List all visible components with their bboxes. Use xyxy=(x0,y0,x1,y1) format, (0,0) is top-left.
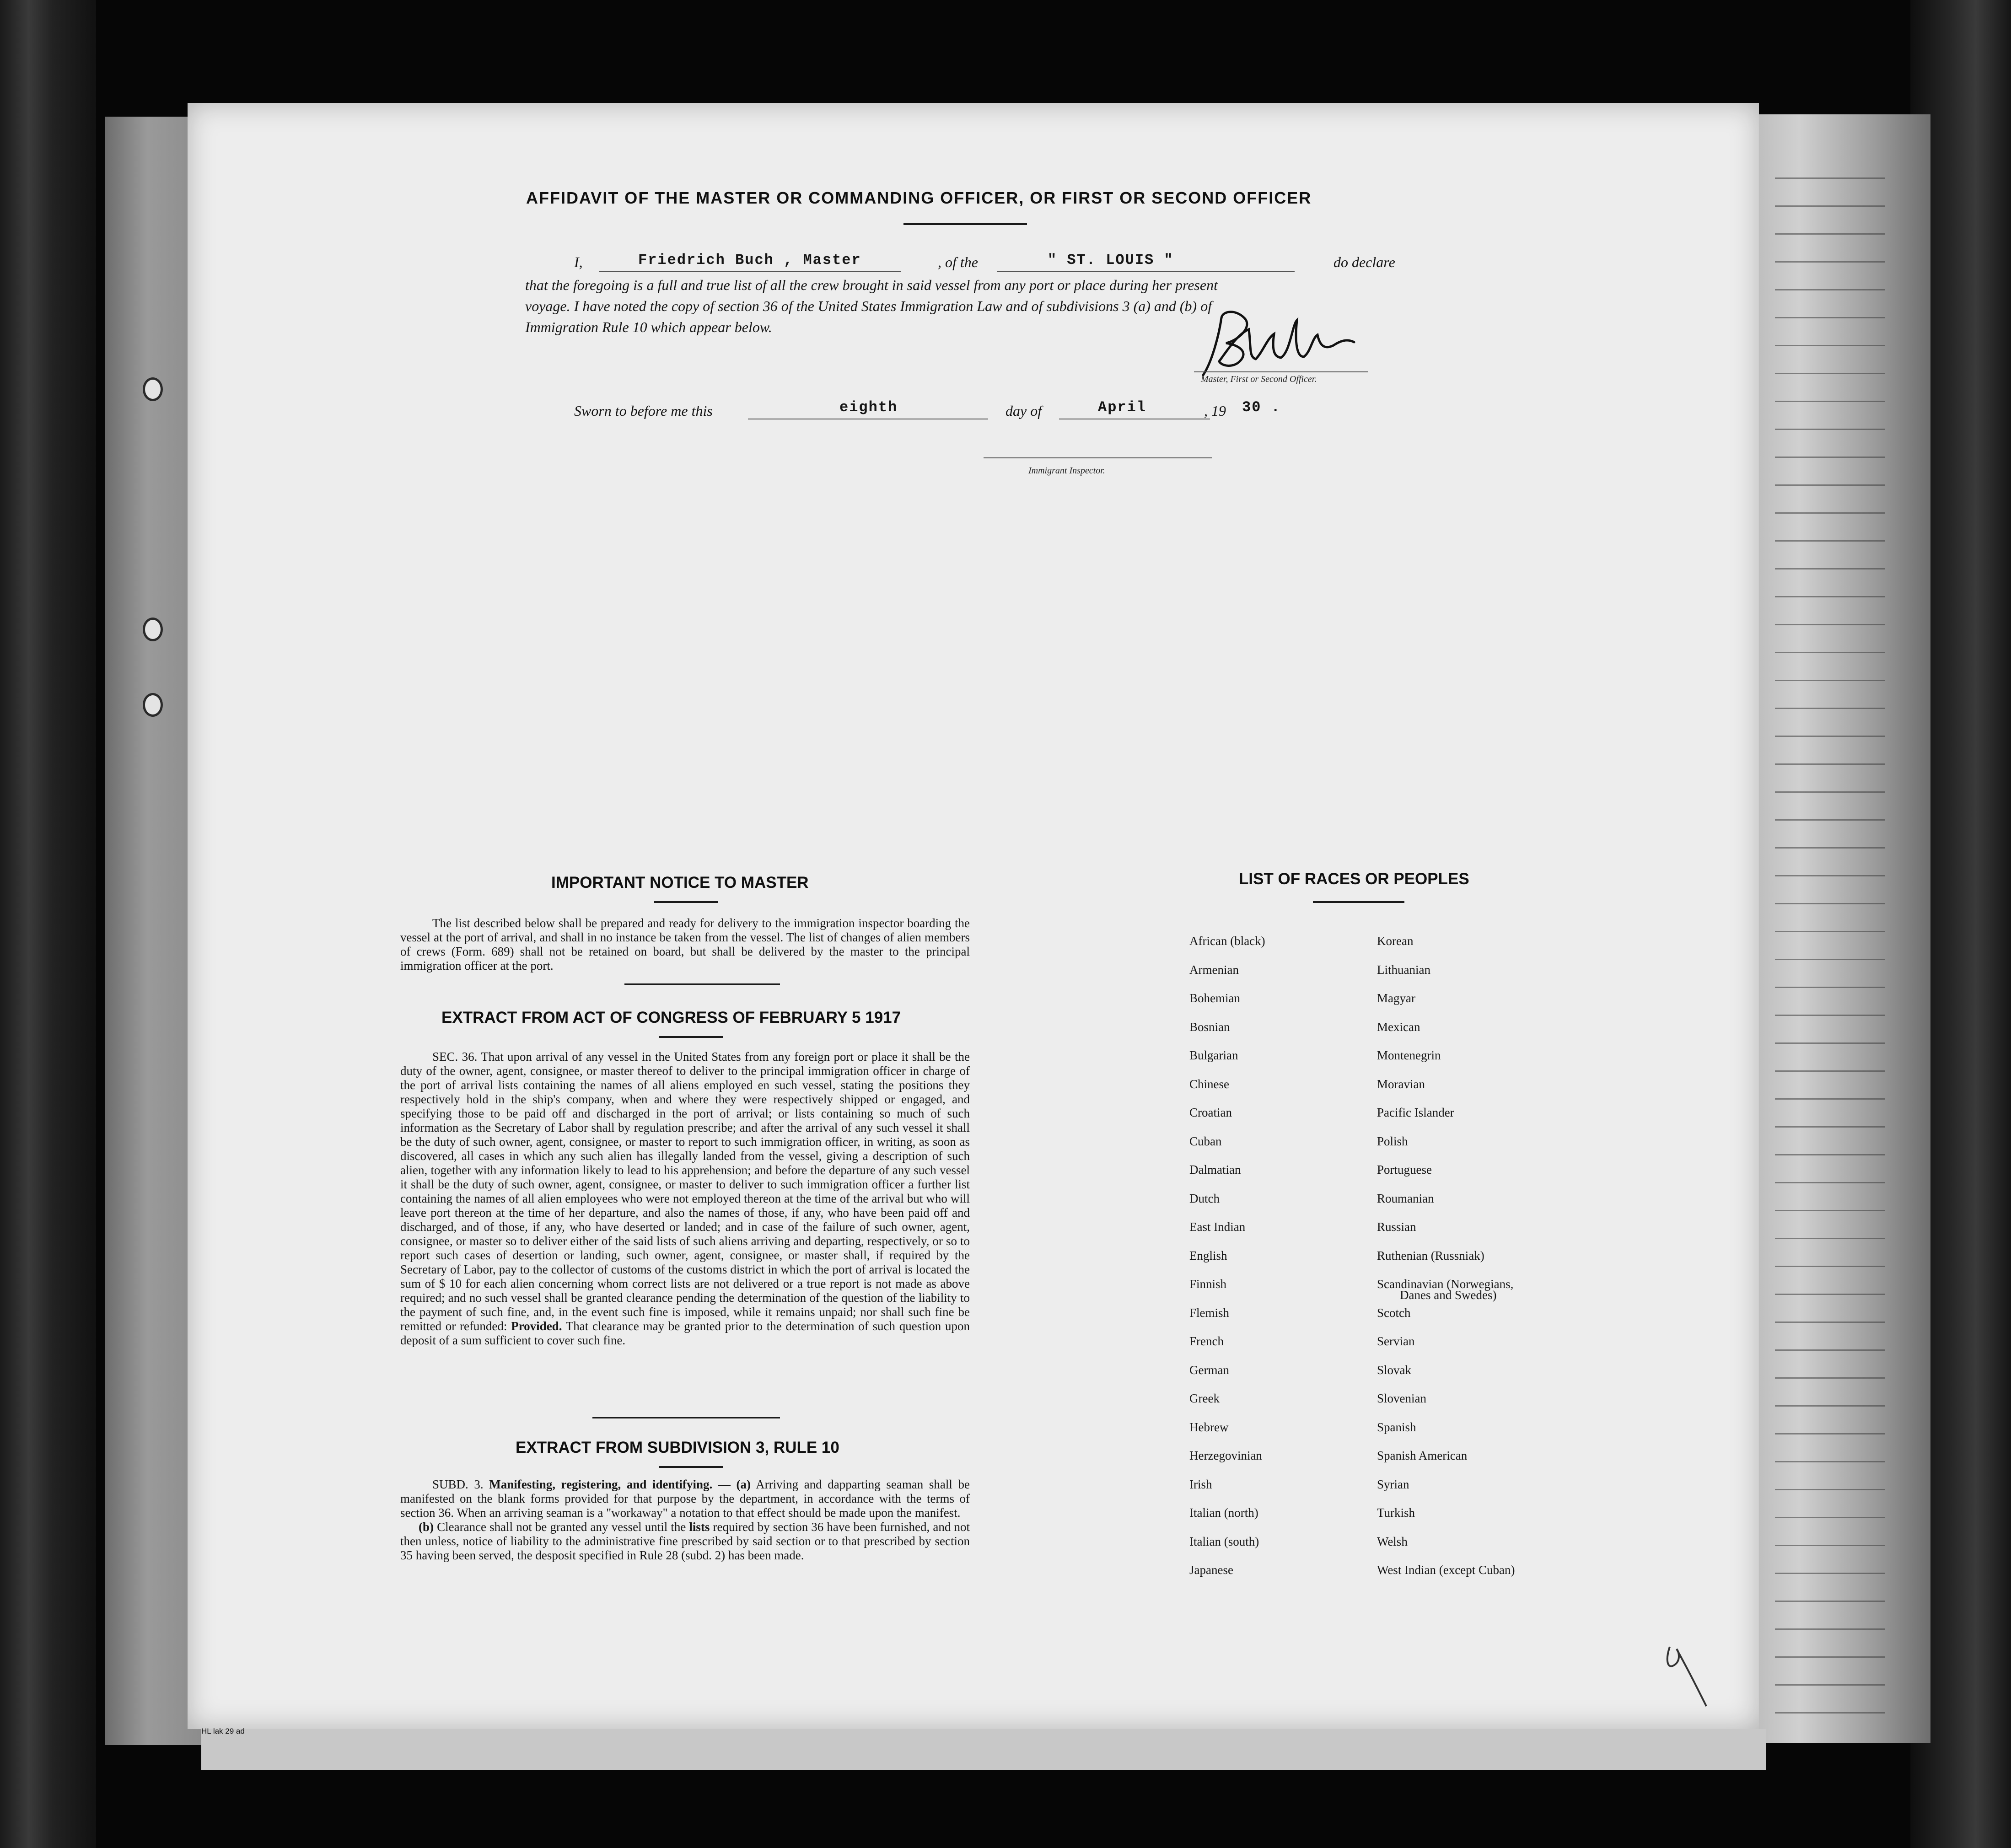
day-of-label: day of xyxy=(1006,403,1042,419)
sworn-month-field: April xyxy=(1098,399,1147,416)
races-divider xyxy=(1313,901,1404,903)
race-item: Korean xyxy=(1377,934,1414,948)
vessel-name-underline xyxy=(997,271,1295,272)
sworn-day-field: eighth xyxy=(839,399,898,416)
affidavit-title: AFFIDAVIT OF THE MASTER OR COMMANDING OFFICER, OR FIRST OR SECOND OFFICER xyxy=(526,188,1312,207)
master-name-field: Friedrich Buch , Master xyxy=(638,252,861,269)
affidavit-line-3: voyage. I have noted the copy of section 36 of the United States Immigration Law and of subdivisions 3 (a) and (b) of xyxy=(525,298,1212,314)
race-item: Finnish xyxy=(1189,1277,1227,1291)
para-b-text: Clearance shall not be granted any vessel until the xyxy=(434,1520,689,1534)
sworn-prefix: Sworn to before me this xyxy=(574,403,713,419)
affidavit-line-4: Immigration Rule 10 which appear below. xyxy=(525,319,772,335)
binder-hole-icon xyxy=(143,693,163,717)
ruled-lines xyxy=(1775,151,1885,1720)
extract-separator xyxy=(592,1417,780,1418)
race-item: Welsh xyxy=(1377,1534,1408,1548)
race-item: English xyxy=(1189,1248,1227,1262)
notice-divider xyxy=(654,901,718,903)
affidavit-prefix: I, xyxy=(574,254,583,270)
race-item: Italian (south) xyxy=(1189,1534,1259,1548)
race-item: East Indian xyxy=(1189,1220,1246,1234)
handwritten-mark xyxy=(1656,1642,1711,1711)
race-item: Dutch xyxy=(1189,1191,1220,1205)
extract-rule-text xyxy=(400,1477,970,1563)
race-item: Italian (north) xyxy=(1189,1506,1258,1520)
race-item: Servian xyxy=(1377,1334,1415,1348)
title-divider xyxy=(903,223,1027,225)
race-item: Russian xyxy=(1377,1220,1416,1234)
film-edge-left xyxy=(0,0,96,1848)
subd-heading: Manifesting, registering, and identifying. xyxy=(489,1477,713,1491)
race-item: Portuguese xyxy=(1377,1163,1432,1176)
form-code: HL lak 29 ad xyxy=(201,1727,245,1735)
race-item: Roumanian xyxy=(1377,1191,1434,1205)
para-b-text-end: required by section 36 have been furnished, and not then unless, notice of liability to the administrative fine prescribed by said section or to that prescribed by section 35 having been served, the desposit specified in Rule 28 (subd. 2) has been made. xyxy=(400,1520,970,1562)
race-item: Flemish xyxy=(1189,1305,1230,1320)
race-item: Herzegovinian xyxy=(1189,1449,1262,1462)
race-item: Scotch xyxy=(1377,1305,1411,1320)
vessel-name-field: " ST. LOUIS " xyxy=(1048,252,1174,269)
extract-act-title: EXTRACT FROM ACT OF CONGRESS OF FEBRUARY 5 1917 xyxy=(441,1009,901,1026)
year-prefix: , 19 xyxy=(1204,403,1226,419)
race-item: Pacific Islander xyxy=(1377,1106,1454,1119)
race-item: Japanese xyxy=(1189,1563,1233,1577)
race-item: Moravian xyxy=(1377,1077,1425,1091)
race-item: Spanish xyxy=(1377,1420,1416,1434)
section-36-text: SEC. 36. That upon arrival of any vessel in the United States from any foreign port or place it shall be the duty of the owner, agent, consignee, or master thereof to deliver to the principal immigration officer in charge of the port of arrival lists containing the names of all aliens employed en such vessel, stating the positions they respectively hold in the ship's company, when and where they were respectively shipped or engaged, and specifying those to be paid off and discharged in the port of arrival; or lists containing so much of such information as the Secretary of Labor shall by regulation prescribe; and after the arrival of any such vessel it shall be the duty of such owner, agent, consignee, or master to report to such immigration officer, in writing, as soon as discovered, all cases in which any such alien has illegally landed from the vessel, giving a description of such alien, together with any information likely to lead to his apprehension; and before the departure of any such vessel it shall be the duty of such owner, agent, consignee, or master to deliver to such immigration officer a further list containing the names of all alien employees who were not employed thereon at the time of the arrival but who will leave port thereon at the time of her departure, and also the names of those, if any, who have been paid off and discharged, and of those, if any, who have deserted or landed; and in case of the failure of such owner, agent, consignee, or master so to deliver either of the said lists of such aliens arriving and departing, respectively, or so to report such cases of desertion or landing, such owner, agent, consignee, or master shall, if required by the Secretary of Labor, pay to the collector of customs of the customs district in which the port of arrival is located the sum of $ 10 for each alien concerning whom correct lists are not delivered or a true report is not made as above required; and no such vessel shall be granted clearance pending the determination of the question of the liability to the payment of such fine, and, in the event such fine is imposed, while it remains unpaid; nor shall such fine be remitted or refunded: xyxy=(400,1050,970,1333)
extract-act-divider xyxy=(659,1036,723,1038)
race-item: Magyar xyxy=(1377,991,1415,1005)
race-item: Montenegrin xyxy=(1377,1048,1441,1062)
race-item: Greek xyxy=(1189,1391,1220,1405)
race-item: Mexican xyxy=(1377,1020,1420,1034)
race-item: Slovak xyxy=(1377,1363,1412,1377)
race-item: French xyxy=(1189,1334,1224,1348)
race-item: Lithuanian xyxy=(1377,962,1430,977)
master-name-underline xyxy=(599,271,901,272)
binder-hole-icon xyxy=(143,377,163,401)
race-item: Hebrew xyxy=(1189,1420,1229,1434)
do-declare-label: do declare xyxy=(1333,254,1395,270)
affidavit-line-2: that the foregoing is a full and true list of all the crew brought in said vessel from any port or place during her present xyxy=(525,277,1218,293)
race-item: Syrian xyxy=(1377,1477,1409,1491)
race-item: Armenian xyxy=(1189,962,1239,977)
race-item: Cuban xyxy=(1189,1134,1222,1148)
race-item: African (black) xyxy=(1189,934,1265,948)
para-b-label: (b) xyxy=(419,1520,434,1534)
signature-caption: Master, First or Second Officer. xyxy=(1201,374,1317,384)
bottom-strip xyxy=(201,1729,1766,1770)
year-field: 30 . xyxy=(1242,399,1281,416)
race-item: Bulgarian xyxy=(1189,1048,1238,1062)
notice-text: The list described below shall be prepared and ready for delivery to the immigration inspector boarding the vessel at the port of arrival, and shall in no instance be taken from the vessel. The list of changes of alien members of crews (Form. 689) shall not be retained on board, but shall be delivered by the master to the principal immigration officer at the port. xyxy=(400,916,970,972)
race-item: Turkish xyxy=(1377,1506,1415,1520)
race-item: Bosnian xyxy=(1189,1020,1230,1034)
extract-rule-divider xyxy=(659,1466,723,1468)
signature-underline xyxy=(1194,371,1368,372)
race-item: Chinese xyxy=(1189,1077,1229,1091)
notice-separator xyxy=(624,983,780,985)
race-item-continuation: Danes and Swedes) xyxy=(1400,1288,1497,1302)
race-item: Bohemian xyxy=(1189,991,1240,1005)
races-title: LIST OF RACES OR PEOPLES xyxy=(1239,870,1469,888)
subd-prefix: SUBD. 3. xyxy=(432,1477,489,1491)
extract-rule-title: EXTRACT FROM SUBDIVISION 3, RULE 10 xyxy=(516,1439,839,1456)
inspector-caption: Immigrant Inspector. xyxy=(1028,466,1105,476)
binder-hole-icon xyxy=(143,618,163,641)
race-item: West Indian (except Cuban) xyxy=(1377,1563,1515,1577)
race-item: Spanish American xyxy=(1377,1449,1468,1462)
section-36-text-end: That clearance may be granted prior to the determination of such question upon deposit of a sum sufficient to cover such fine. xyxy=(400,1319,970,1347)
race-item: Polish xyxy=(1377,1134,1408,1148)
race-item: Scandinavian (Norwegians, xyxy=(1377,1277,1514,1291)
race-item: Slovenian xyxy=(1377,1391,1426,1405)
lists-label: lists xyxy=(689,1520,710,1534)
race-item: German xyxy=(1189,1363,1229,1377)
race-item: Irish xyxy=(1189,1477,1212,1491)
extract-act-text xyxy=(400,1050,970,1348)
race-item: Ruthenian (Russniak) xyxy=(1377,1248,1484,1262)
para-a-label: — (a) xyxy=(712,1477,751,1491)
para-a-text: Arriving and dapparting seaman shall be manifested on the blank forms provided for that purpose by the department, in accordance with the terms of section 36. When an arriving seaman is a "workaway" a notation to that effect should be made upon the manifest. xyxy=(400,1477,970,1520)
inspector-underline xyxy=(984,457,1212,458)
race-item: Croatian xyxy=(1189,1106,1232,1119)
notice-title: IMPORTANT NOTICE TO MASTER xyxy=(551,874,809,892)
provided-label: Provided. xyxy=(511,1319,562,1333)
of-the-label: , of the xyxy=(938,254,978,270)
race-item: Dalmatian xyxy=(1189,1163,1241,1176)
